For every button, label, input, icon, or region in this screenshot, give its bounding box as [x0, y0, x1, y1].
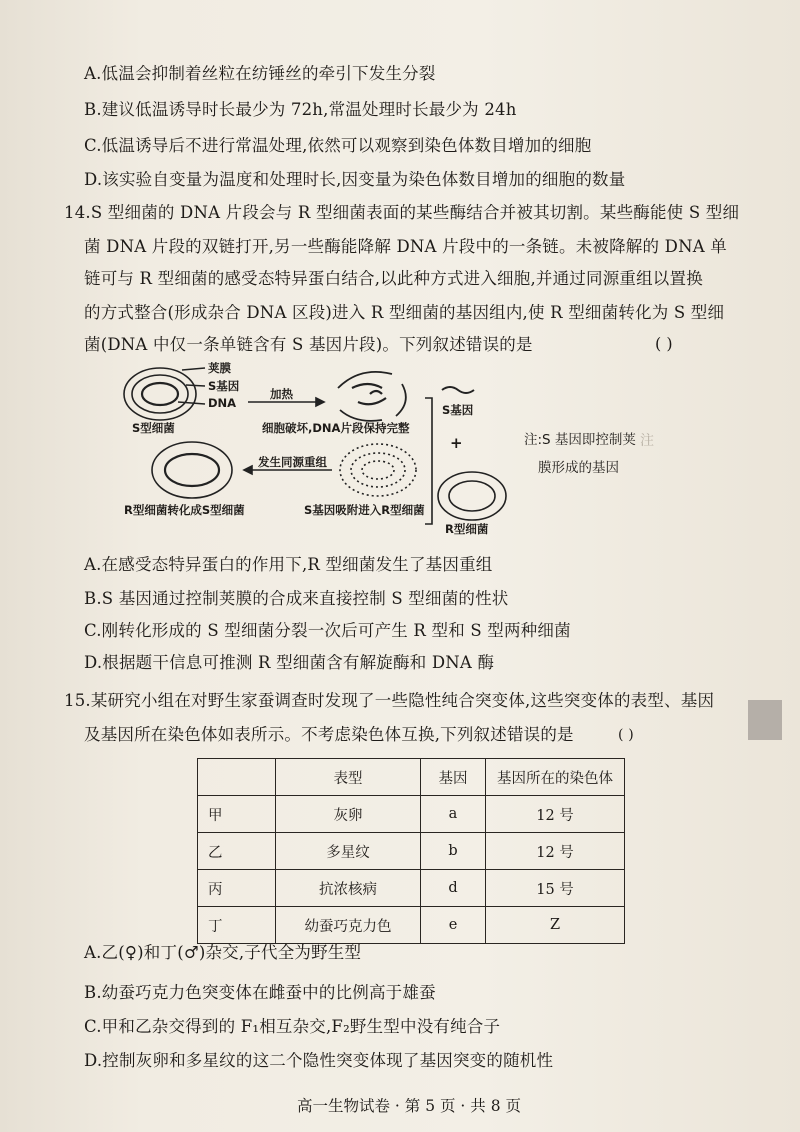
table-cell: d [421, 870, 486, 907]
heat-arrow-head [316, 398, 324, 406]
table-header-cell: 表型 [276, 759, 421, 796]
q14-option-a: A.在感受态特异蛋白的作用下,R 型细菌发生了基因重组 [84, 555, 493, 574]
q14-option-b: B.S 基因通过控制荚膜的合成来直接控制 S 型细菌的性状 [84, 589, 509, 608]
q13-option-b: B.建议低温诱导时长最少为 72h,常温处理时长最少为 24h [84, 100, 517, 119]
s-cell-membrane-shape [132, 375, 188, 413]
s-gene-label: S基因 [208, 379, 240, 393]
q13-option-d: D.该实验自变量为温度和处理时长,因变量为染色体数目增加的细胞的数量 [84, 170, 626, 189]
note-line-1: 注:S 基因即控制荚 [524, 432, 636, 448]
table-cell: e [421, 907, 486, 944]
table-cell: 多星纹 [276, 833, 421, 870]
q14-answer-bracket: ( ) [655, 334, 673, 353]
table-row [198, 796, 625, 833]
q14-stem-line-4: 的方式整合(形成杂合 DNA 区段)进入 R 型细菌的基因组内,使 R 型细菌转化为 S 型细 [84, 303, 725, 322]
q14-option-c: C.刚转化形成的 S 型细菌分裂一次后可产生 R 型和 S 型两种细菌 [84, 621, 571, 640]
s-cell-label: S型细菌 [132, 421, 175, 435]
r-cell-dna-shape [449, 481, 495, 511]
table-cell: b [421, 833, 486, 870]
absorbing-cell-inner-shape [351, 453, 405, 487]
q15-stem-line-2: 及基因所在染色体如表所示。不考虑染色体互换,下列叙述错误的是 [84, 725, 574, 744]
table-cell: 抗浓核病 [276, 870, 421, 907]
q15-option-c: C.甲和乙杂交得到的 F₁相互杂交,F₂野生型中没有纯合子 [84, 1017, 501, 1036]
table-header-cell: 基因 [421, 759, 486, 796]
s-gene-label-2: S基因 [442, 403, 474, 417]
plus-sign: + [450, 434, 463, 452]
table-cell: 幼蚕巧克力色 [276, 907, 421, 944]
branch-brace [425, 398, 432, 524]
q14-stem-line-2: 菌 DNA 片段的双链打开,另一些酶能降解 DNA 片段中的一条链。未被降解的 DNA 单 [84, 237, 727, 256]
table-header-cell: 基因所在的染色体 [486, 759, 625, 796]
q13-option-c: C.低温诱导后不进行常温处理,依然可以观察到染色体数目增加的细胞 [84, 136, 592, 155]
q15-option-b: B.幼蚕巧克力色突变体在雌蚕中的比例高于雄蚕 [84, 983, 436, 1002]
table-cell: Z [486, 907, 625, 944]
table-row [198, 907, 625, 944]
q14-stem-line-3: 链可与 R 型细菌的感受态特异蛋白结合,以此种方式进入细胞,并通过同源重组以置换 [84, 269, 703, 288]
note-line-2: 膜形成的基因 [538, 460, 619, 476]
q15-answer-bracket: ( ) [618, 727, 634, 743]
heat-label: 加热 [270, 387, 293, 401]
s-gene-fragment [442, 387, 474, 393]
dna-label: DNA [208, 396, 237, 410]
table-row [198, 833, 625, 870]
q14-option-d: D.根据题干信息可推测 R 型细菌含有解旋酶和 DNA 酶 [84, 653, 495, 672]
table-cell: 12 号 [486, 796, 625, 833]
recombination-arrow-head [244, 466, 252, 474]
table-header-cell [198, 759, 276, 796]
q15-option-a: A.乙(♀)和丁(♂)杂交,子代全为野生型 [84, 943, 362, 962]
r-cell-label: R型细菌 [445, 522, 489, 536]
recombination-label: 发生同源重组 [258, 455, 327, 469]
q13-option-a: A.低温会抑制着丝粒在纺锤丝的牵引下发生分裂 [84, 64, 436, 83]
q14-stem-line-5: 菌(DNA 中仅一条单链含有 S 基因片段)。下列叙述错误的是 [84, 335, 533, 354]
transformation-diagram [120, 358, 720, 546]
bleed-through-text: 注 [640, 433, 654, 449]
table-header-row [198, 759, 625, 796]
s-cell-dna-shape [142, 383, 178, 405]
converted-label: R型细菌转化成S型细菌 [124, 503, 245, 517]
page-footer: 高一生物试卷 · 第 5 页 · 共 8 页 [297, 1097, 521, 1115]
broken-label: 细胞破坏,DNA片段保持完整 [262, 421, 410, 435]
table-cell: 乙 [198, 833, 276, 870]
converted-cell-dna-shape [165, 454, 219, 486]
table-cell: 15 号 [486, 870, 625, 907]
table-cell: 丙 [198, 870, 276, 907]
q15-stem-line-1: 15.某研究小组在对野生家蚕调查时发现了一些隐性纯合突变体,这些突变体的表型、基因 [64, 691, 715, 710]
table-cell: 12 号 [486, 833, 625, 870]
mutant-table [197, 758, 625, 944]
absorb-label: S基因吸附进入R型细菌 [304, 503, 425, 517]
table-cell: 灰卵 [276, 796, 421, 833]
capsule-label: 荚膜 [208, 361, 231, 375]
q15-option-d: D.控制灰卵和多星纹的这二个隐性突变体现了基因突变的随机性 [84, 1051, 554, 1070]
broken-cell-shape [338, 372, 406, 421]
table-row [198, 870, 625, 907]
table-cell: 丁 [198, 907, 276, 944]
table-cell: 甲 [198, 796, 276, 833]
q14-stem-line-1: 14.S 型细菌的 DNA 片段会与 R 型细菌表面的某些酶结合并被其切割。某些酶能使 S 型细 [64, 203, 740, 222]
scanner-smudge [748, 700, 782, 740]
table-cell: a [421, 796, 486, 833]
